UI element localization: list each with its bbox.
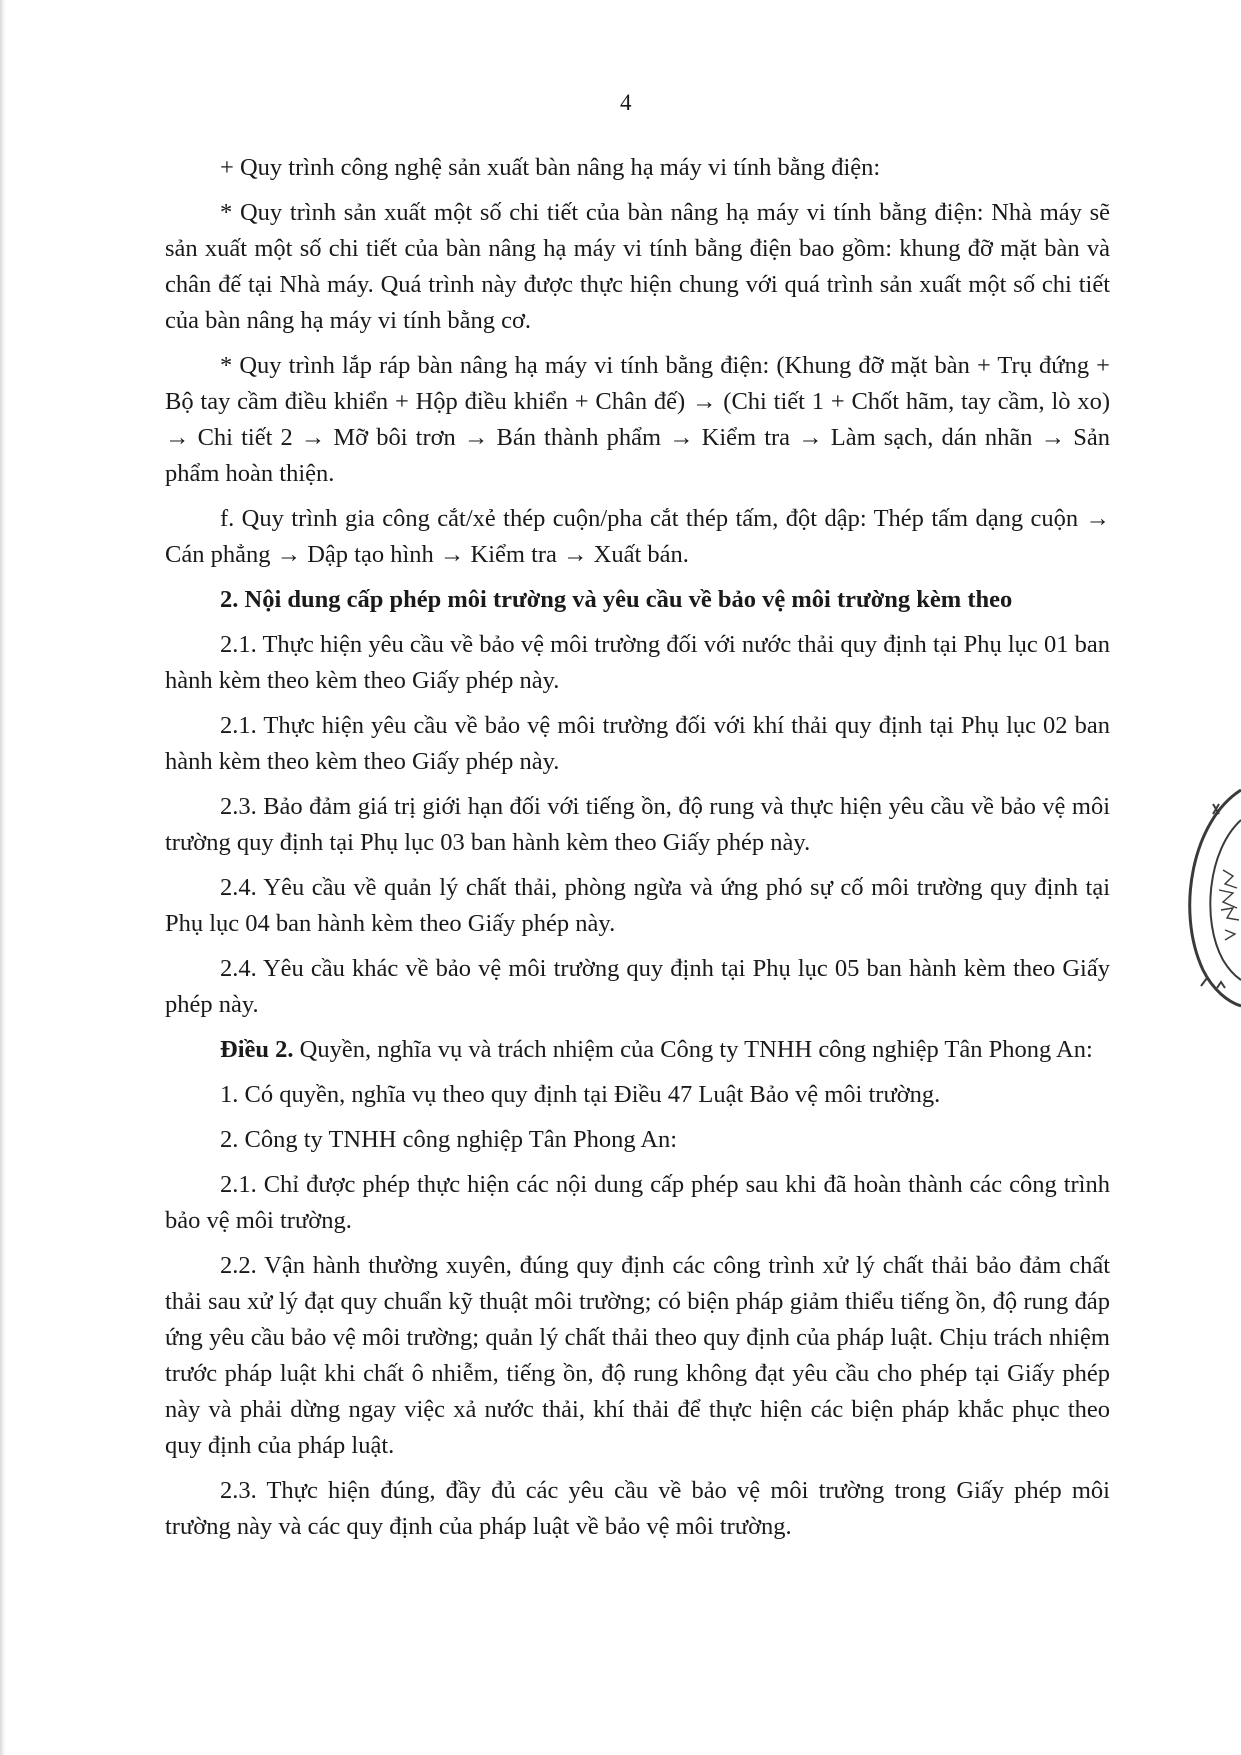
paragraph-steel-processing: f. Quy trình gia công cắt/xẻ thép cuộn/pha cắt thép tấm, đột dập: Thép tấm dạng cuộn → Cán phẳng → Dập tạo hình → Kiểm tra → Xuất bán. [165, 505, 1110, 568]
paragraph-other-requirements: 2.4. Yêu cầu khác về bảo vệ môi trường quy định tại Phụ lục 05 ban hành kèm theo Giấy phép này. [165, 955, 1110, 1018]
paragraph-electric-process-title: + Quy trình công nghệ sản xuất bàn nâng hạ máy vi tính bằng điện: [220, 154, 881, 181]
paragraph-clause-2-2: 2.2. Vận hành thường xuyên, đúng quy định các công trình xử lý chất thải bảo đảm chất thải sau xử lý đạt quy chuẩn kỹ thuật môi trường; có biện pháp giảm thiểu tiếng ồn, độ rung đáp ứng yêu cầu bảo vệ môi trường; quản lý chất thải theo quy định của pháp luật. Chịu trách nhiệm trước pháp luật khi chất ô nhiễm, tiếng ồn, độ rung không đạt yêu cầu cho phép tại Giấy phép này và phải dừng ngay việc xả nước thải, khí thải để thực hiện các biện pháp khắc phục theo quy định của pháp luật. [165, 1252, 1110, 1459]
paragraph-wastewater: 2.1. Thực hiện yêu cầu về bảo vệ môi trường đối với nước thải quy định tại Phụ lục 01 ban hành kèm theo kèm theo Giấy phép này. [165, 631, 1110, 694]
paragraph-electric-assembly: * Quy trình lắp ráp bàn nâng hạ máy vi tính bằng điện: (Khung đỡ mặt bàn + Trụ đứng + Bộ tay cầm điều khiển + Hộp điều khiển + Chân đế) → (Chi tiết 1 + Chốt hãm, tay cầm, lò xo) → Chi tiết 2 → Mỡ bôi trơn → Bán thành phẩm → Kiểm tra → Làm sạch, dán nhãn → Sản phẩm hoàn thiện. [165, 352, 1110, 487]
paragraph-company-name: 2. Công ty TNHH công nghiệp Tân Phong An: [220, 1126, 678, 1153]
paragraph-noise-vibration: 2.3. Bảo đảm giá trị giới hạn đối với tiếng ồn, độ rung và thực hiện yêu cầu về bảo vệ môi trường quy định tại Phụ lục 03 ban hành kèm theo Giấy phép này. [165, 793, 1110, 856]
article-2-heading [165, 1032, 1110, 1068]
scan-edge-shadow [0, 0, 6, 1755]
paragraph-clause-2-1: 2.1. Chỉ được phép thực hiện các nội dung cấp phép sau khi đã hoàn thành các công trình bảo vệ môi trường. [165, 1171, 1110, 1234]
paragraph-clause-2-3: 2.3. Thực hiện đúng, đầy đủ các yêu cầu về bảo vệ môi trường trong Giấy phép môi trường này và các quy định của pháp luật về bảo vệ môi trường. [165, 1477, 1110, 1540]
partial-seal-stamp [1183, 780, 1241, 1010]
paragraph-emissions: 2.1. Thực hiện yêu cầu về bảo vệ môi trường đối với khí thải quy định tại Phụ lục 02 ban hành kèm theo kèm theo Giấy phép này. [165, 712, 1110, 775]
paragraph-electric-parts-production: * Quy trình sản xuất một số chi tiết của bàn nâng hạ máy vi tính bằng điện: Nhà máy sẽ sản xuất một số chi tiết của bàn nâng hạ máy vi tính bằng điện bao gồm: khung đỡ mặt bàn và chân đế tại Nhà máy. Quá trình này được thực hiện chung với quá trình sản xuất một số chi tiết của bàn nâng hạ máy vi tính bằng cơ. [165, 199, 1110, 334]
page-number: 4 [620, 90, 632, 115]
section-heading-permit-content: 2. Nội dung cấp phép môi trường và yêu cầu về bảo vệ môi trường kèm theo [220, 586, 1013, 613]
seal-emblem-texture [1219, 870, 1239, 940]
article-2-label: Điều 2. [220, 1036, 294, 1063]
document-body [165, 150, 1110, 1545]
article-2-title: Quyền, nghĩa vụ và trách nhiệm của Công ty TNHH công nghiệp Tân Phong An: [293, 1036, 1093, 1063]
paragraph-waste-management: 2.4. Yêu cầu về quản lý chất thải, phòng ngừa và ứng phó sự cố môi trường quy định tại Phụ lục 04 ban hành kèm theo Giấy phép này. [165, 874, 1110, 937]
paragraph-rights-obligations: 1. Có quyền, nghĩa vụ theo quy định tại Điều 47 Luật Bảo vệ môi trường. [220, 1081, 941, 1108]
